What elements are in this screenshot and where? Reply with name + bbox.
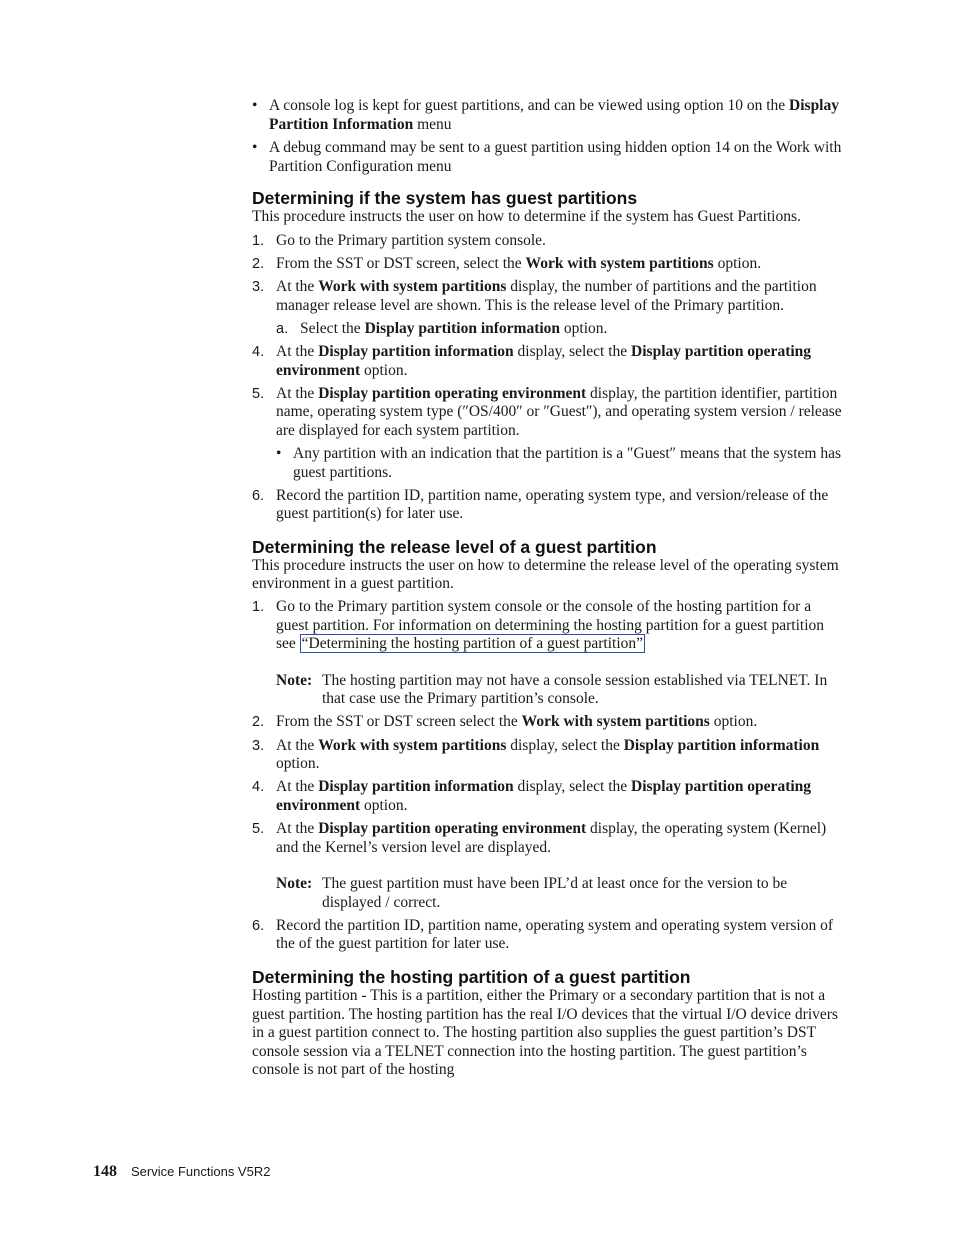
step-number: 6. xyxy=(252,487,265,504)
display-name: Work with system partitions xyxy=(318,736,507,754)
text: At the xyxy=(276,778,319,796)
step-5 xyxy=(252,385,844,482)
page-number: 148 xyxy=(93,1163,117,1180)
step-6 xyxy=(252,487,844,524)
display-name: Display partition operating environment xyxy=(318,819,587,837)
text: display, select the xyxy=(513,342,632,360)
step-4 xyxy=(252,343,844,380)
book-title: Service Functions V5R2 xyxy=(131,1164,271,1179)
option-name: Work with system partitions xyxy=(521,713,710,731)
menu-name: Display Partition Information xyxy=(269,97,839,133)
list-item xyxy=(276,445,844,482)
step-1 xyxy=(252,598,844,709)
display-name: Work with system partitions xyxy=(318,278,507,296)
page-footer xyxy=(93,1163,270,1181)
intro-bullet-list xyxy=(252,97,844,176)
procedure-steps xyxy=(252,232,844,524)
option-name: Work with system partitions xyxy=(525,255,714,273)
note-text: The guest partition must have been IPL’d at least once for the version to be displayed / correct. xyxy=(322,875,788,911)
text: Record the partition ID, partition name, operating system and operating system version of the of the guest partition for later use. xyxy=(276,916,834,953)
step-2 xyxy=(252,713,844,732)
step-3 xyxy=(252,278,844,338)
text: display, select the xyxy=(513,778,632,796)
note xyxy=(276,875,844,912)
step-number: 6. xyxy=(252,917,265,934)
step-number: 5. xyxy=(252,385,265,402)
note-label: Note: xyxy=(276,671,313,689)
text: option. xyxy=(560,319,608,337)
text: At the xyxy=(276,736,319,754)
substep-letter: a. xyxy=(276,320,289,337)
text: Record the partition ID, partition name, operating system type, and version/release of the guest partition(s) for later use. xyxy=(276,486,829,523)
list-item xyxy=(252,97,844,134)
section-intro: This procedure instructs the user on how to determine the release level of the operating system environment in a guest partition. xyxy=(252,556,839,593)
text: A debug command may be sent to a guest partition using hidden option 14 on the Work with Partition Configuration menu xyxy=(269,139,842,175)
list-item xyxy=(252,139,844,176)
display-name: Display partition information xyxy=(318,342,514,360)
procedure-steps xyxy=(252,598,844,954)
step-number: 2. xyxy=(252,256,265,273)
text: From the SST or DST screen, select the xyxy=(276,255,526,273)
display-name: Display partition operating environment xyxy=(318,384,587,402)
text: option. xyxy=(713,255,762,273)
note-label: Note: xyxy=(276,875,313,893)
text: At the xyxy=(276,342,319,360)
text: Go to the Primary partition system console. xyxy=(276,231,546,249)
section-intro: Hosting partition - This is a partition, either the Primary or a secondary partition that is not a guest partition. The hosting partition has the real I/O devices that the virtual I/O device drivers in a guest partition connect to. The hosting partition also supplies the guest partition’s DST console session via a TELNET connection into the hosting partition. The guest partition’s console is not part of the hosting xyxy=(252,986,838,1079)
text: option. xyxy=(360,796,408,814)
text: From the SST or DST screen select the xyxy=(276,713,522,731)
step-4 xyxy=(252,778,844,815)
text: display, select the xyxy=(506,736,624,754)
step-number: 1. xyxy=(252,232,265,249)
step-6 xyxy=(252,917,844,954)
text: display, the number of partitions and the partition manager release level are shown. This is the release level of the Primary partition. xyxy=(276,278,817,314)
section-heading-hosting-partition: Determining the hosting partition of a guest partition xyxy=(252,966,691,987)
text: option. xyxy=(360,361,408,379)
text: option. xyxy=(276,755,320,773)
substep-a xyxy=(276,320,844,339)
note xyxy=(276,672,844,709)
text: menu xyxy=(413,115,452,133)
step-number: 5. xyxy=(252,820,265,837)
option-name: Display partition information xyxy=(364,319,561,337)
section-heading-guest-partitions: Determining if the system has guest partitions xyxy=(252,188,638,209)
step-2 xyxy=(252,255,844,274)
step-number: 2. xyxy=(252,714,265,731)
option-name: Display partition operating environment xyxy=(276,778,812,814)
text: At the xyxy=(276,819,319,837)
option-name: Display partition information xyxy=(623,736,820,754)
text: At the xyxy=(276,278,319,296)
cross-reference-link[interactable]: “Determining the hosting partition of a guest partition” xyxy=(301,635,644,653)
text: option. xyxy=(709,713,758,731)
step-number: 4. xyxy=(252,779,265,796)
text: A console log is kept for guest partitions, and can be viewed using option 10 on the xyxy=(269,97,790,114)
page-body xyxy=(252,97,844,1080)
text: Go to the Primary partition system console or the console of the hosting partition for a guest partition. For information on determining the hosting partition for a guest partition see xyxy=(276,597,825,653)
step-3 xyxy=(252,737,844,774)
text: At the xyxy=(276,384,319,402)
step-number: 4. xyxy=(252,343,265,360)
section-intro: This procedure instructs the user on how to determine if the system has Guest Partitions. xyxy=(252,208,801,226)
text: Any partition with an indication that the partition is a ″Guest″ means that the system has guest partitions. xyxy=(293,444,841,481)
step-number: 1. xyxy=(252,598,265,615)
step-number: 3. xyxy=(252,279,265,296)
text: display, the partition identifier, partition name, operating system type (″OS/400″ or ″Guest″), and operating system version / release are displayed for each system partition. xyxy=(276,384,842,439)
display-name: Display partition information xyxy=(318,778,514,796)
step-5 xyxy=(252,820,844,912)
section-heading-release-level: Determining the release level of a guest partition xyxy=(252,536,657,557)
step-number: 3. xyxy=(252,737,265,754)
text: display, the operating system (Kernel) and the Kernel’s version level are displayed. xyxy=(276,819,827,856)
note-text: The hosting partition may not have a console session established via TELNET. In that case use the Primary partition’s console. xyxy=(322,671,828,708)
text: Select the xyxy=(300,319,365,337)
step-1 xyxy=(252,232,844,251)
option-name: Display partition operating environment xyxy=(276,342,812,379)
